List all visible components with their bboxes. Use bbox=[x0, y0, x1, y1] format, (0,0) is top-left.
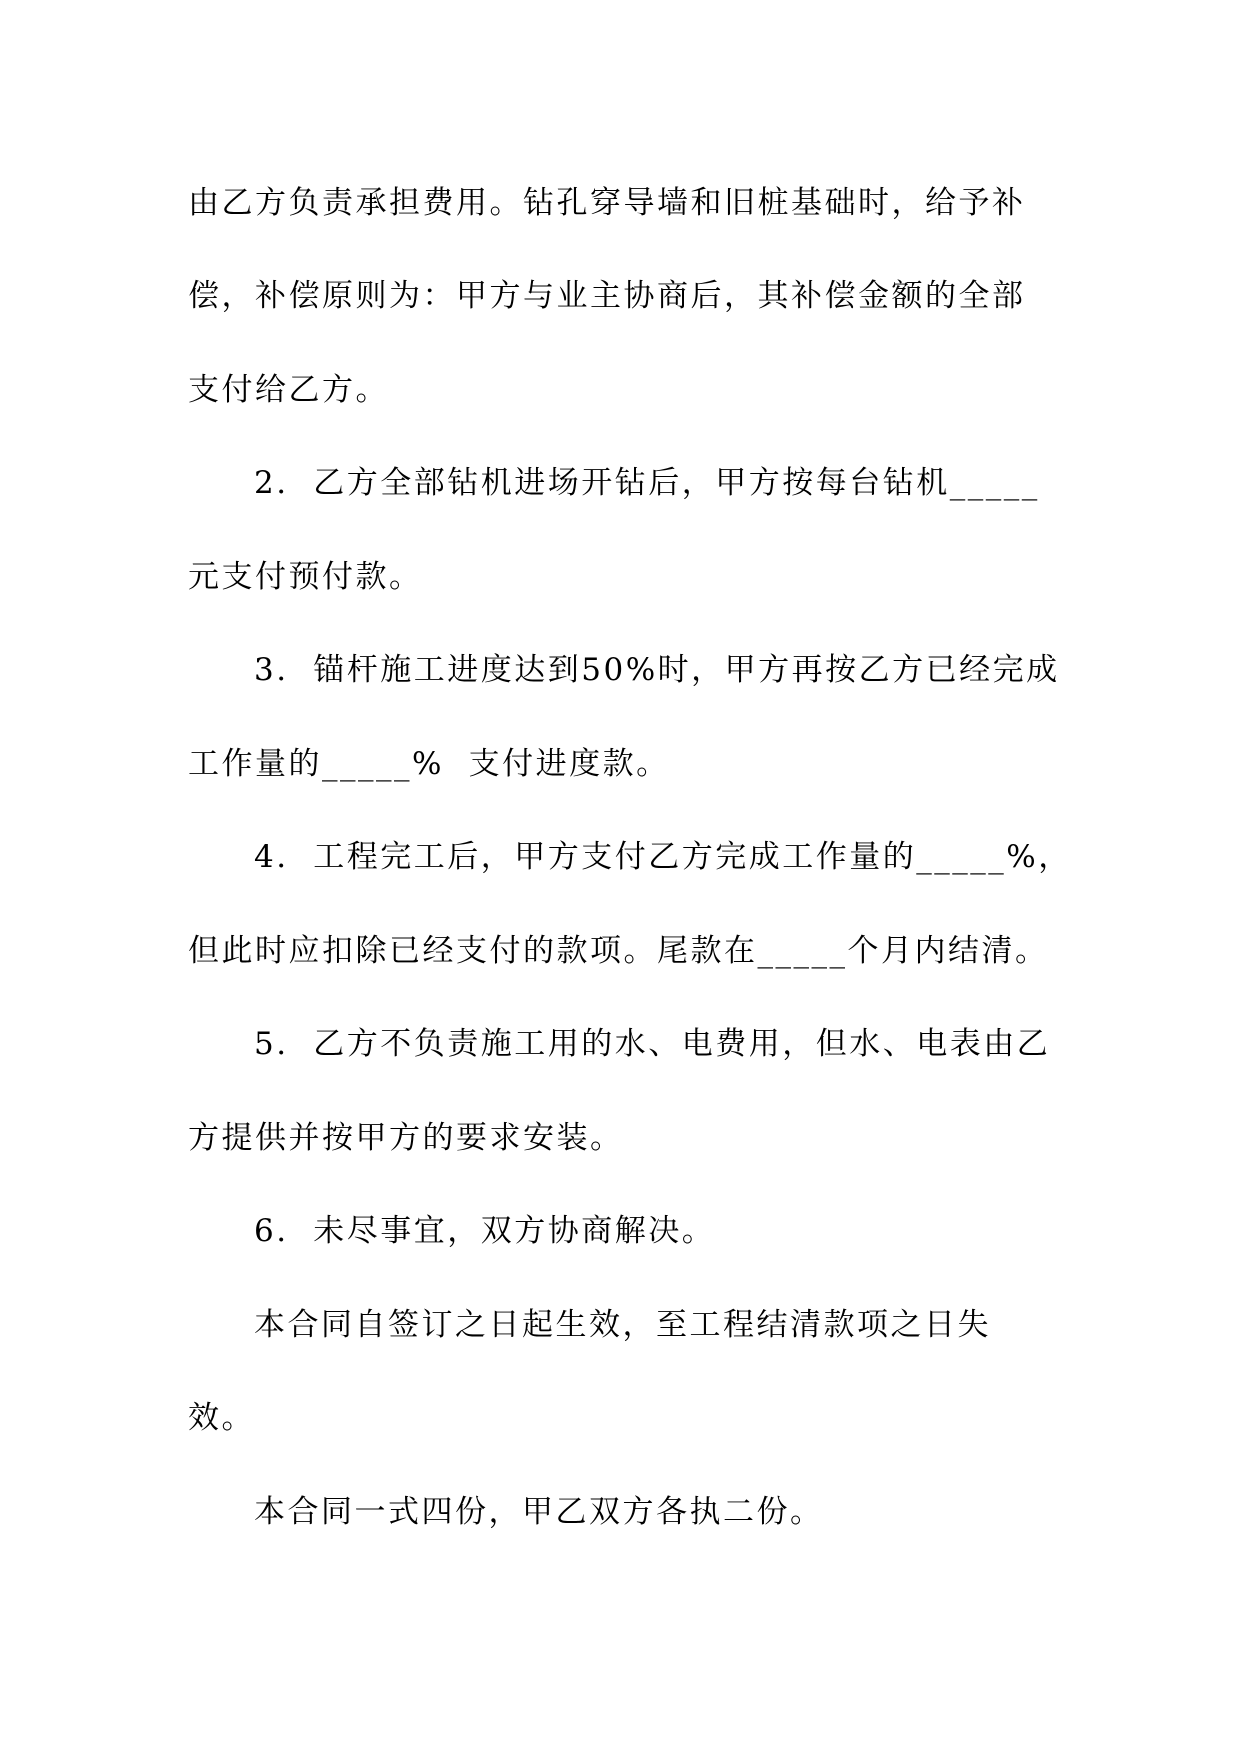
paragraph-1-line-2: 偿，补偿原则为：甲方与业主协商后，其补偿金额的全部 bbox=[188, 278, 1026, 314]
clause-5-line-1: 5. 乙方不负责施工用的水、电费用，但水、电表由乙 bbox=[254, 1026, 1051, 1062]
clause-4-line-2: 但此时应扣除已经支付的款项。尾款在_____个月内结清。 bbox=[188, 933, 1049, 969]
clause-2-line-1: 2. 乙方全部钻机进场开钻后，甲方按每台钻机_____ bbox=[254, 465, 1040, 501]
clause-5-line-2: 方提供并按甲方的要求安装。 bbox=[188, 1120, 624, 1156]
effect-paragraph-line-2: 效。 bbox=[188, 1400, 255, 1436]
paragraph-1-line-3: 支付给乙方。 bbox=[188, 372, 389, 408]
clause-4-line-1: 4. 工程完工后，甲方支付乙方完成工作量的_____%， bbox=[254, 839, 1072, 875]
clause-3-line-1: 3. 锚杆施工进度达到50%时，甲方再按乙方已经完成 bbox=[254, 652, 1060, 688]
paragraph-1-line-1: 由乙方负责承担费用。钻孔穿导墙和旧桩基础时，给予补 bbox=[188, 185, 1026, 221]
copies-paragraph-line-1: 本合同一式四份，甲乙双方各执二份。 bbox=[254, 1494, 824, 1530]
effect-paragraph-line-1: 本合同自签订之日起生效，至工程结清款项之日失 bbox=[254, 1307, 991, 1343]
clause-3-line-2: 工作量的_____% 支付进度款。 bbox=[188, 746, 670, 782]
clause-2-line-2: 元支付预付款。 bbox=[188, 559, 423, 595]
clause-6-line-1: 6. 未尽事宜，双方协商解决。 bbox=[254, 1213, 716, 1249]
